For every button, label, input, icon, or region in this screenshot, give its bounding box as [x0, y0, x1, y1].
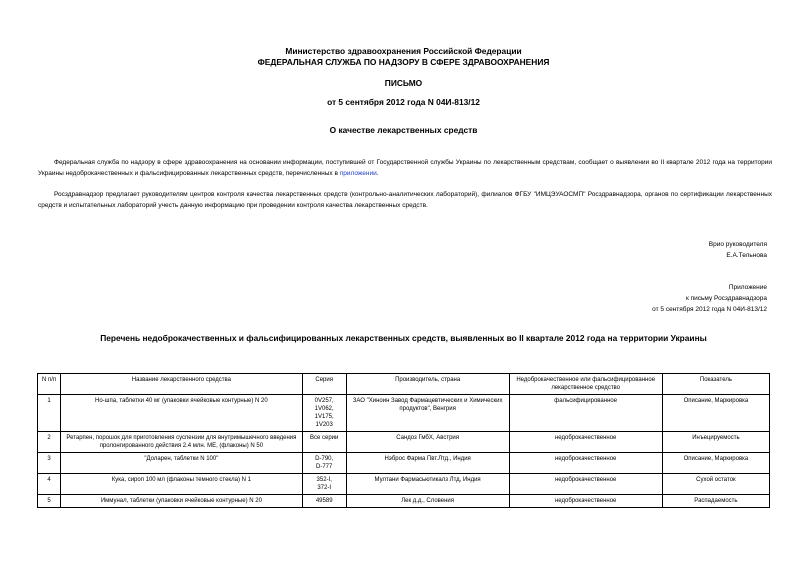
- paragraph-1-end: .: [376, 170, 379, 177]
- cell-indicator: Описание, Маркировка: [662, 395, 769, 432]
- cell-series: D-790, D-777: [302, 453, 346, 474]
- cell-indicator: Сухой остаток: [662, 474, 769, 495]
- table-row: [38, 432, 770, 453]
- cell-manufacturer: ЗАО "Хиноин Завод Фармацевтических и Химических продуктов", Венгрия: [346, 395, 509, 432]
- cell-series: Все серии: [302, 432, 346, 453]
- cell-manufacturer: Нэброс Фарма Пвт.Лтд., Индия: [346, 453, 509, 474]
- cell-series: 352-I, 372-I: [302, 474, 346, 495]
- cell-manufacturer: Лек д.д., Словения: [346, 495, 509, 508]
- col-header-type: Недоброкачественное или фальсифицированное лекарственное средство: [509, 374, 662, 395]
- table-row: [38, 453, 770, 474]
- col-header-no: N п/п: [38, 374, 61, 395]
- list-title: Перечень недоброкачественных и фальсифицированных лекарственных средств, выявленных во II квартале 2012 года на территории Украины: [100, 333, 707, 343]
- appendix-to-letter: к письму Росздравнадзора: [685, 295, 767, 302]
- document-subject: О качестве лекарственных средств: [329, 125, 478, 135]
- cell-type: недоброкачественное: [509, 432, 662, 453]
- cell-type: недоброкачественное: [509, 453, 662, 474]
- col-header-name: Название лекарственного средства: [61, 374, 303, 395]
- paragraph-1: [38, 157, 772, 179]
- col-header-indicator: Показатель: [662, 374, 769, 395]
- cell-name: Кука, сироп 100 мл (флаконы темного стекла) N 1: [61, 474, 303, 495]
- cell-no: 3: [38, 453, 61, 474]
- cell-manufacturer: Сандоз ГмбХ, Австрия: [346, 432, 509, 453]
- cell-no: 4: [38, 474, 61, 495]
- signature-block: [709, 239, 767, 261]
- table-row: [38, 495, 770, 508]
- cell-type: фальсифицированное: [509, 395, 662, 432]
- table-row: [38, 474, 770, 495]
- cell-name: Ретарпен, порошок для приготовления суспензии для внутримышечного введения пролонгированного действия 2.4 млн. МЕ, (флаконы) N 50: [61, 432, 303, 453]
- cell-type: недоброкачественное: [509, 495, 662, 508]
- letter-header: [0, 46, 807, 68]
- table-row: [38, 395, 770, 432]
- cell-name: "Доларен, таблетки N 100": [61, 453, 303, 474]
- signer-position: Врио руководителя: [708, 241, 767, 248]
- medicines-table: [37, 373, 770, 508]
- appendix-label: Приложение: [728, 284, 767, 291]
- cell-indicator: Описание, Маркировка: [662, 453, 769, 474]
- cell-indicator: Распадаемость: [662, 495, 769, 508]
- paragraph-1-text: Федеральная служба по надзору в сфере здравоохранения на основании информации, поступившей от Государственной службы Украины по лекарственным средствам, сообщает о выявлении во II квартале 2012 года на территории Украины недоброкачественных и фальсифицированных лекарственных средств, перечисленных в: [38, 159, 772, 177]
- appendix-link[interactable]: приложении: [339, 170, 377, 177]
- cell-name: Но-шпа, таблетки 40 мг (упаковки ячейковые контурные) N 20: [61, 395, 303, 432]
- service-name: ФЕДЕРАЛЬНАЯ СЛУЖБА ПО НАДЗОРУ В СФЕРЕ ЗДРАВООХРАНЕНИЯ: [257, 57, 550, 67]
- document-date: от 5 сентября 2012 года N 04И-813/12: [327, 97, 480, 107]
- cell-name: Иммунал, таблетки (упаковки ячейковые контурные) N 20: [61, 495, 303, 508]
- cell-no: 5: [38, 495, 61, 508]
- appendix-date: от 5 сентября 2012 года N 04И-813/12: [652, 306, 767, 313]
- table-body: [38, 395, 770, 508]
- cell-indicator: Инъецируемость: [662, 432, 769, 453]
- table-header-row: [38, 374, 770, 395]
- cell-type: недоброкачественное: [509, 474, 662, 495]
- col-header-series: Серия: [302, 374, 346, 395]
- appendix-block: [652, 282, 767, 315]
- cell-series: 0V257, 1V062, 1V175, 1V203: [302, 395, 346, 432]
- signer-name: Е.А.Тельнова: [726, 252, 767, 259]
- cell-no: 2: [38, 432, 61, 453]
- ministry-name: Министерство здравоохранения Российской Федерации: [285, 46, 522, 56]
- document-type: ПИСЬМО: [384, 78, 423, 88]
- cell-manufacturer: Мултани Фармасьютикалз Лтд, Индия: [346, 474, 509, 495]
- cell-no: 1: [38, 395, 61, 432]
- paragraph-2: Росздравнадзор предлагает руководителям центров контроля качества лекарственных средств (контрольно-аналитических лабораторий), филиалов ФГБУ "ИМЦЭУАОСМП" Росздравнадзора, органов по сертификации лекарственных средств и испытательных лабораторий учесть данную информацию при проведении контроля качества лекарственных средств.: [38, 191, 772, 209]
- col-header-manufacturer: Производитель, страна: [346, 374, 509, 395]
- cell-series: 49589: [302, 495, 346, 508]
